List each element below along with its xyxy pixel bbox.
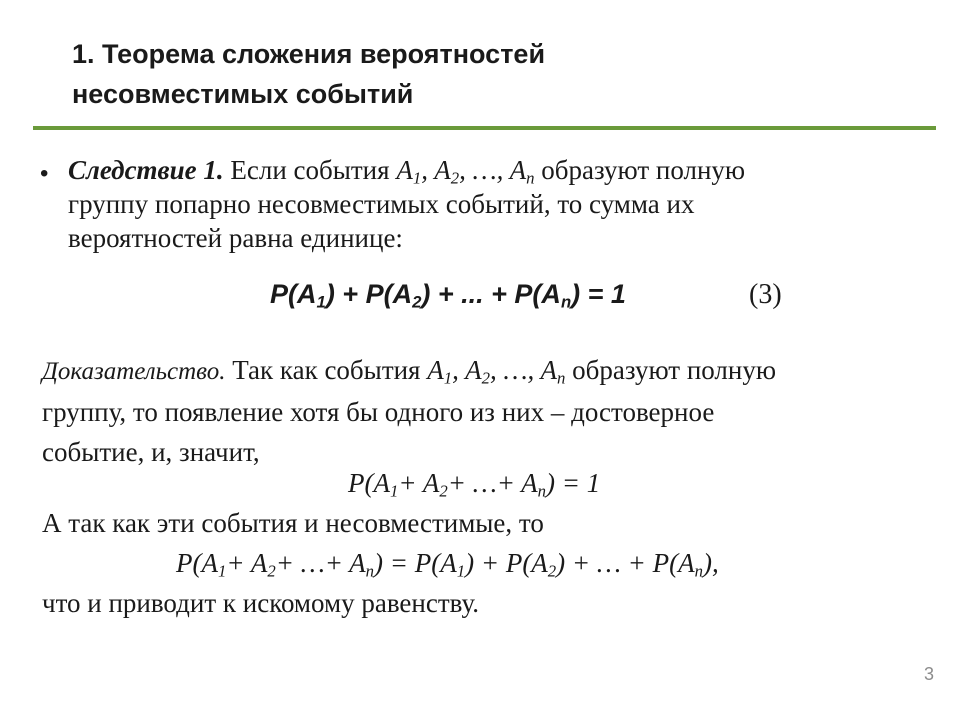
eq-add-term-n: + …+ A [275, 548, 366, 578]
proof-event-a2-index: 2 [481, 368, 490, 388]
eq-add-index-1: 1 [217, 561, 227, 581]
eq-add-pn-index: n [694, 561, 703, 581]
eq-sum-index-n: n [537, 481, 547, 501]
eq3-term-1: P(A [270, 279, 317, 309]
corollary-line-1 [68, 153, 908, 187]
event-a1: A [396, 155, 413, 185]
proof-conclusion: что и приводит к искомому равенству. [42, 588, 479, 618]
proof-line-5: А так как эти события и несовместимые, то [42, 508, 544, 538]
eq3-term-2: ) + P(A [325, 279, 413, 309]
corollary-label: Следствие 1. [68, 155, 224, 185]
eq3-index-n: n [560, 292, 572, 312]
proof-event-a2: A [465, 355, 482, 385]
event-a2-index: 2 [450, 168, 460, 188]
eq-add-p1: ) = P(A [374, 548, 457, 578]
equation-additive [176, 548, 719, 579]
eq-add-end: ), [702, 548, 719, 578]
ellipsis-separator: , …, [459, 155, 510, 185]
proof-line-3: событие, и, значит, [42, 437, 260, 467]
ellipsis-separator: , …, [490, 355, 541, 385]
proof-text-before: Так как события [225, 355, 428, 385]
bullet-dot-icon: • [40, 160, 49, 187]
proof-label: Доказательство. [42, 358, 226, 385]
proof-line-2: группу, то появление хотя бы одного из них – достоверное [42, 397, 715, 427]
proof-event-a1-index: 1 [443, 368, 453, 388]
equation-number: (3) [749, 279, 782, 310]
eq-add-p2: ) + P(A [465, 548, 548, 578]
slide-title [72, 34, 892, 114]
event-an-index: n [526, 168, 535, 188]
corollary-line-3: вероятностей равна единице: [68, 223, 403, 253]
page-number: 3 [923, 664, 934, 684]
eq-add-p2-index: 2 [547, 561, 557, 581]
proof-event-a1: A [427, 355, 444, 385]
eq3-term-n: ) + ... + P(A [421, 279, 561, 309]
separator: , [421, 155, 435, 185]
eq-add-term-2: + A [226, 548, 268, 578]
event-an: A [509, 155, 527, 185]
eq-sum-term-2: + A [398, 468, 440, 498]
proof-paragraph [42, 350, 922, 472]
proof-text-after: образуют полную [565, 355, 777, 385]
eq3-index-1: 1 [316, 292, 326, 312]
separator: , [452, 355, 466, 385]
event-a2: A [434, 155, 451, 185]
event-a1-index: 1 [412, 168, 422, 188]
equation-3 [270, 279, 626, 310]
eq3-index-2: 2 [412, 292, 422, 312]
eq-add-p1-index: 1 [456, 561, 466, 581]
proof-line-1 [42, 350, 922, 392]
eq-add-index-n: n [365, 561, 375, 581]
eq-add-pn: ) + … + P(A [556, 548, 695, 578]
proof-event-an-index: n [557, 368, 566, 388]
equation-sum-certain [348, 468, 600, 499]
eq-sum-index-1: 1 [389, 481, 399, 501]
corollary-text-after: образуют полную [534, 155, 746, 185]
eq-sum-open: P(A [348, 468, 390, 498]
title-divider [33, 126, 936, 130]
eq-sum-term-n: + …+ A [447, 468, 538, 498]
corollary-text-before: Если события [223, 155, 397, 185]
eq-add-open: P(A [176, 548, 218, 578]
slide-title-line-1: 1. Теорема сложения вероятностей [72, 39, 546, 69]
eq3-result: ) = 1 [571, 279, 626, 309]
eq-add-index-2: 2 [267, 561, 276, 581]
slide-title-line-2: несовместимых событий [72, 79, 414, 109]
eq-sum-index-2: 2 [439, 481, 448, 501]
corollary-line-2: группу попарно несовместимых событий, то сумма их [68, 189, 695, 219]
corollary-paragraph [68, 153, 908, 255]
eq-sum-result: ) = 1 [546, 468, 601, 498]
proof-event-an: A [540, 355, 558, 385]
